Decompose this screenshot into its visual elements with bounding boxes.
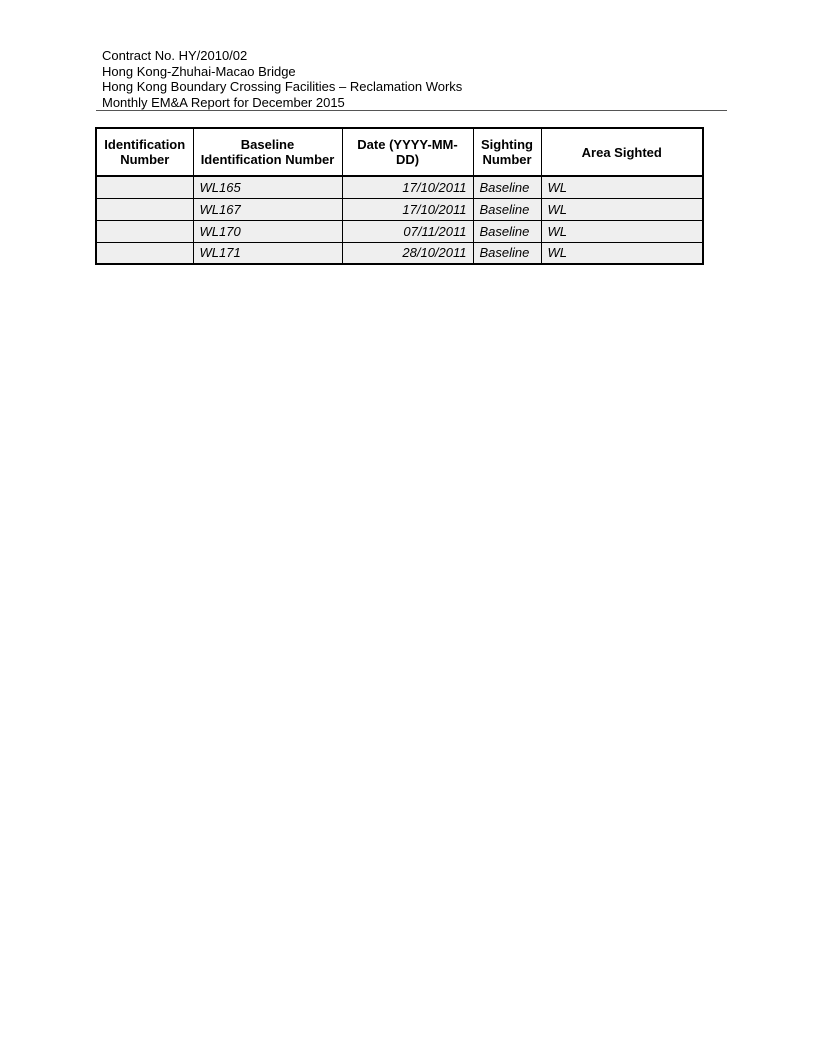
sightings-table [95, 127, 704, 265]
report-title: Monthly EM&A Report for December 2015 [102, 94, 345, 110]
table-header-row [96, 128, 703, 176]
contract-number: Contract No. HY/2010/02 [102, 48, 248, 63]
area-sighted-cell: WL [541, 176, 703, 198]
table-row [96, 176, 703, 198]
identification-number-cell [96, 176, 193, 198]
baseline-id-cell: WL170 [193, 220, 342, 242]
baseline-id-cell: WL167 [193, 198, 342, 220]
document-header [102, 48, 726, 110]
project-name: Hong Kong-Zhuhai-Macao Bridge [102, 63, 296, 79]
table-row [96, 198, 703, 220]
date-cell: 17/10/2011 [342, 198, 473, 220]
baseline-id-cell: WL171 [193, 242, 342, 264]
identification-number-cell [96, 198, 193, 220]
date-cell: 07/11/2011 [342, 220, 473, 242]
date-cell: 17/10/2011 [342, 176, 473, 198]
identification-number-cell [96, 242, 193, 264]
sighting-number-cell: Baseline [473, 176, 541, 198]
sighting-number-cell: Baseline [473, 220, 541, 242]
area-sighted-cell: WL [541, 242, 703, 264]
table-row [96, 220, 703, 242]
table-body [96, 176, 703, 264]
sighting-number-cell: Baseline [473, 198, 541, 220]
column-header-identification-number: Identification Number [96, 128, 193, 176]
baseline-id-cell: WL165 [193, 176, 342, 198]
table-header [96, 128, 703, 176]
sighting-number-cell: Baseline [473, 242, 541, 264]
column-header-baseline-identification-number: Baseline Identification Number [193, 128, 342, 176]
column-header-area-sighted: Area Sighted [541, 128, 703, 176]
date-cell: 28/10/2011 [342, 242, 473, 264]
header-divider [96, 110, 727, 111]
area-sighted-cell: WL [541, 198, 703, 220]
column-header-date: Date (YYYY-MM-DD) [342, 128, 473, 176]
column-header-sighting-number: Sighting Number [473, 128, 541, 176]
table-row [96, 242, 703, 264]
identification-number-cell [96, 220, 193, 242]
area-sighted-cell: WL [541, 220, 703, 242]
project-subtitle: Hong Kong Boundary Crossing Facilities – Reclamation Works [102, 79, 463, 94]
